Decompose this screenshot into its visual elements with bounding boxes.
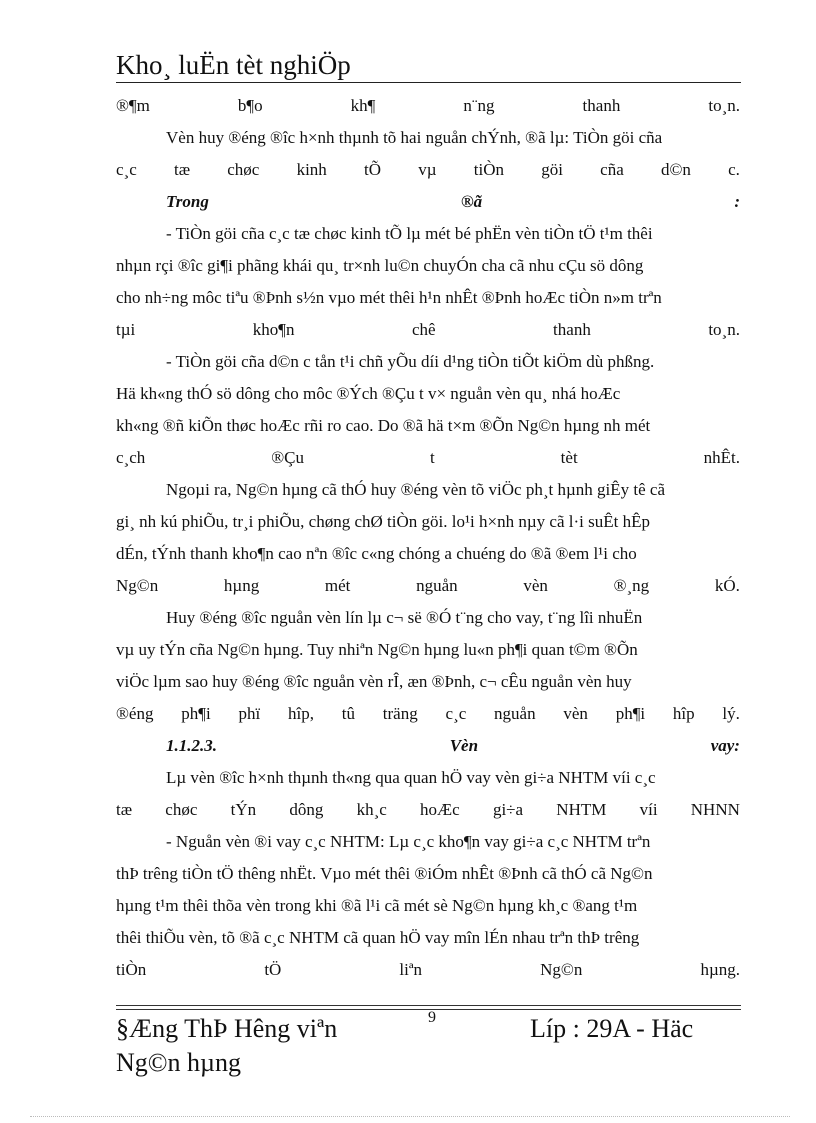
page-header <box>116 48 740 82</box>
text-line <box>116 410 740 442</box>
line-text: Ngoµi ra, Ng©n hµng cã thÓ huy ®éng vèn tõ viÖc ph¸t hµnh giÊy tê cã <box>166 480 666 499</box>
line-text: ®Çu <box>271 448 304 467</box>
line-text: d©n <box>660 160 691 179</box>
line-text: dÉn, tÝnh thanh kho¶n cao nªn ®îc c«ng chóng a chuéng do ®ã ®em l¹i cho <box>116 544 637 563</box>
text-line <box>116 250 740 282</box>
text-line <box>116 378 740 410</box>
line-text: chê <box>411 320 436 339</box>
header-title: Kho¸ luËn tèt nghiÖp <box>116 50 351 80</box>
line-text: - TiÒn göi cña c¸c tæ chøc kinh tÕ lµ mét bé phËn vèn tiÒn tÖ t¹m thêi <box>166 224 653 243</box>
line-text: c¸c <box>445 704 467 723</box>
header-rule <box>116 82 741 83</box>
text-line <box>116 762 740 794</box>
line-text: n¨ng <box>463 96 495 115</box>
line-text: cña <box>600 160 624 179</box>
line-text: hµng t¹m thêi thõa vèn trong khi ®ã l¹i cã mét sè Ng©n hµng kh¸c ®ang t¹m <box>116 896 638 915</box>
text-line <box>116 538 740 570</box>
line-text: göi <box>541 160 563 179</box>
line-text: cho nh÷ng môc tiªu ®Þnh s½n vµo mét thêi h¹n nhÊt ®Þnh hoÆc tiÒn n»m trªn <box>116 288 662 307</box>
line-text: lý. <box>722 704 740 723</box>
line-text: to¸n. <box>708 96 740 115</box>
line-text: Trong <box>166 192 209 211</box>
line-text: Lµ vèn ®îc h×nh thµnh th«ng qua quan hÖ vay vèn gi÷a NHTM víi c¸c <box>166 768 656 787</box>
line-text: tû <box>341 704 355 723</box>
line-text: ph¶i <box>615 704 646 723</box>
text-line <box>116 602 740 634</box>
line-text: mét <box>324 576 351 595</box>
line-text: víi <box>639 800 658 819</box>
line-text: ®¸ng <box>613 576 650 595</box>
text-line <box>116 954 740 986</box>
line-text: Huy ®éng ®îc nguån vèn lín lµ c¬ së ®Ó t¨ng cho vay, t¨ng lîi nhuËn <box>166 608 643 627</box>
text-line <box>116 698 740 730</box>
line-text: Hä kh«ng thÓ sö dông cho môc ®Ých ®Çu t v× nguån vèn qu¸ nhá hoÆc <box>116 384 621 403</box>
footer-author: §Æng ThÞ Hêng viªn Ng©n hµng <box>116 1014 338 1077</box>
line-text: thanh <box>553 320 591 339</box>
page-number: 9 <box>428 1009 436 1026</box>
text-line <box>116 154 740 186</box>
text-line <box>116 506 740 538</box>
line-text: hµng. <box>700 960 740 979</box>
text-line <box>116 634 740 666</box>
line-text: c¸ch <box>116 448 146 467</box>
line-text: hîp <box>672 704 695 723</box>
line-text: viÖc lµm sao huy ®éng ®îc nguån vèn rÎ, æn ®Þnh, c¬ cÊu nguån vèn huy <box>116 672 632 691</box>
line-text: tèt <box>560 448 578 467</box>
text-line <box>116 794 740 826</box>
text-line <box>116 346 740 378</box>
line-text: tµi <box>116 320 136 339</box>
line-text: tiÒn <box>473 160 504 179</box>
text-line <box>116 442 740 474</box>
line-text: hoÆc <box>420 800 460 819</box>
footer-class: Líp : 29A - Häc <box>530 1014 694 1043</box>
text-line <box>116 474 740 506</box>
line-text: gi¸ nh kú phiÕu, tr¸i phiÕu, chøng chØ tiÒn göi. lo¹i h×nh nµy cã l·i suÊt hÊp <box>116 512 650 531</box>
line-text: kÓ. <box>714 576 740 595</box>
line-text: dông <box>289 800 324 819</box>
line-text: vay: <box>710 736 740 755</box>
line-text: tÖ <box>264 960 282 979</box>
line-text: nhÊt. <box>703 448 740 467</box>
line-text: - Nguån vèn ®i vay c¸c NHTM: Lµ c¸c kho¶n vay gi÷a c¸c NHTM trªn <box>166 832 651 851</box>
line-text: vèn <box>563 704 588 723</box>
text-line <box>116 570 740 602</box>
text-line <box>116 122 740 154</box>
line-text: kho¶n <box>252 320 295 339</box>
line-text: NHTM <box>556 800 607 819</box>
line-text: kinh <box>296 160 327 179</box>
line-text: nguån <box>494 704 536 723</box>
line-text: kh¶ <box>350 96 376 115</box>
line-text: - TiÒn göi cña d©n c tån t¹i chñ yÕu díi d¹ng tiÒn tiÕt kiÖm dù phßng. <box>166 352 655 371</box>
line-text: kh«ng ®ñ kiÕn thøc hoÆc rñi ro cao. Do ®ã hä t×m ®Õn Ng©n hµng nh mét <box>116 416 651 435</box>
text-line <box>116 730 740 762</box>
line-text: ph¶i <box>181 704 211 723</box>
line-text: Ng©n <box>540 960 583 979</box>
line-text: NHNN <box>690 800 740 819</box>
line-text: tæ <box>173 160 191 179</box>
line-text: nguån <box>416 576 458 595</box>
line-text: 1.1.2.3. <box>166 736 217 755</box>
page-edge <box>30 1116 790 1117</box>
text-line <box>116 858 740 890</box>
text-line <box>116 922 740 954</box>
line-text: to¸n. <box>708 320 740 339</box>
line-text: t <box>429 448 435 467</box>
line-text: thanh <box>582 96 621 115</box>
line-text: ®éng <box>116 704 154 723</box>
line-text: tiÒn <box>116 960 147 979</box>
line-text: nhµn rçi ®îc gi¶i phãng khái qu¸ tr×nh lu©n chuyÓn cha cã nhu cÇu sö dông <box>116 256 644 275</box>
line-text: c¸c <box>116 160 137 179</box>
line-text: phï <box>238 704 261 723</box>
document-body <box>116 90 740 986</box>
line-text: hîp, <box>287 704 314 723</box>
line-text: liªn <box>399 960 423 979</box>
text-line <box>116 282 740 314</box>
text-line <box>116 826 740 858</box>
line-text: c. <box>728 160 740 179</box>
line-text: : <box>734 192 740 211</box>
text-line <box>116 90 740 122</box>
line-text: tÝn <box>230 800 257 819</box>
line-text: gi÷a <box>492 800 524 819</box>
line-text: ®¶m <box>116 96 150 115</box>
line-text: b¶o <box>237 96 263 115</box>
line-text: vµ <box>418 160 437 179</box>
line-text: ®ã <box>460 192 483 211</box>
text-line <box>116 890 740 922</box>
line-text: vèn <box>523 576 548 595</box>
text-line <box>116 186 740 218</box>
line-text: vµ uy tÝn cña Ng©n hµng. Tuy nhiªn Ng©n hµng lu«n ph¶i quan t©m ®Õn <box>116 640 638 659</box>
line-text: Ng©n <box>116 576 159 595</box>
line-text: hµng <box>223 576 260 595</box>
text-line <box>116 314 740 346</box>
line-text: Vèn <box>449 736 479 755</box>
line-text: Vèn huy ®éng ®îc h×nh thµnh tõ hai nguån chÝnh, ®ã lµ: TiÒn göi cña <box>166 128 663 147</box>
line-text: tÕ <box>364 160 382 179</box>
text-line <box>116 666 740 698</box>
text-line <box>116 218 740 250</box>
line-text: tæ <box>116 800 133 819</box>
line-text: thÞ trêng tiÒn tÖ thêng nhËt. Vµo mét thêi ®iÓm nhÊt ®Þnh cã thÓ cã Ng©n <box>116 864 653 883</box>
line-text: thêi thiÕu vèn, tõ ®ã c¸c NHTM cã quan hÖ vay mîn lÉn nhau trªn thÞ trêng <box>116 928 640 947</box>
line-text: chøc <box>165 800 198 819</box>
line-text: träng <box>382 704 418 723</box>
footer-rule-top <box>116 1005 741 1006</box>
line-text: chøc <box>227 160 260 179</box>
line-text: kh¸c <box>356 800 387 819</box>
